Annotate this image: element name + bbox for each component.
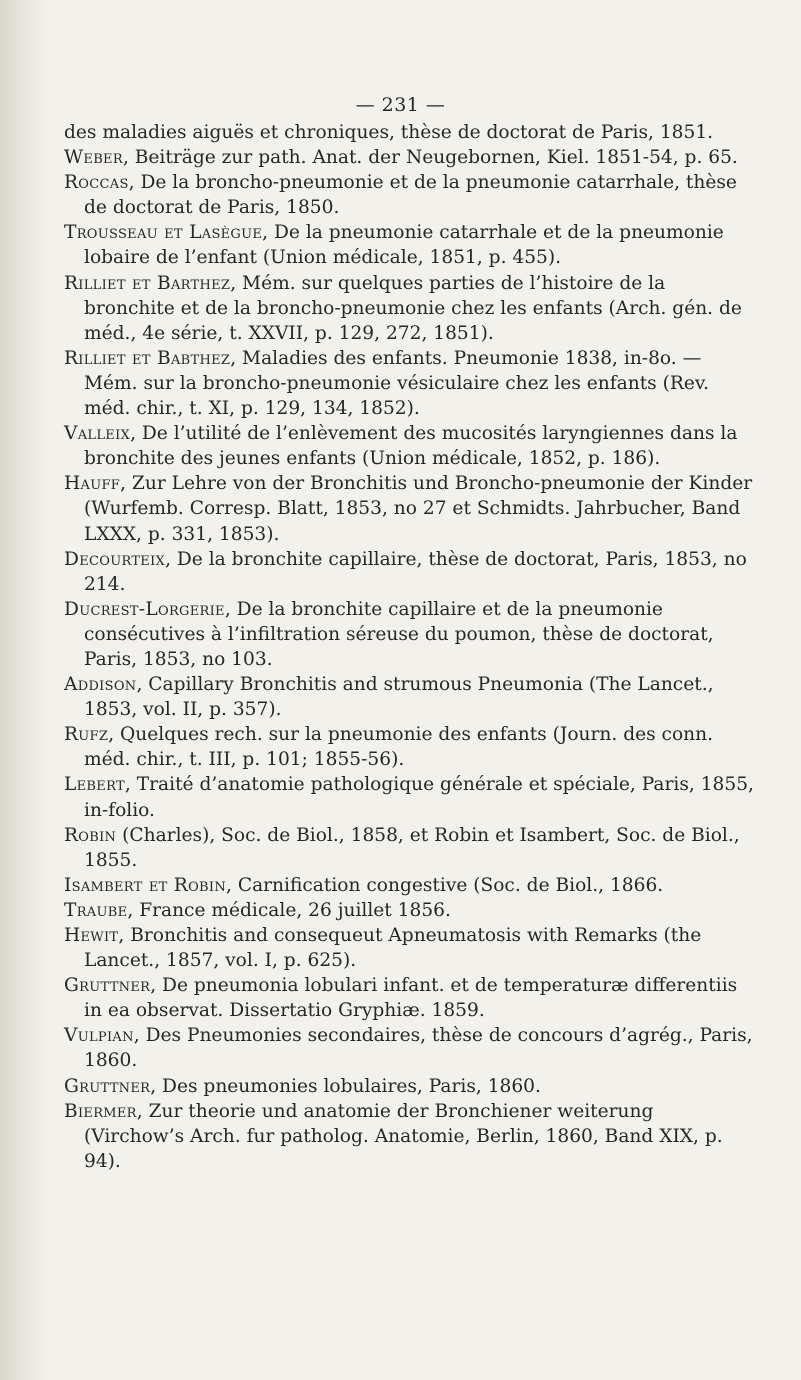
reference-text: , Bronchitis and consequeut Apneumatosis with Remarks (the Lancet., 1857, vol. I, p. 625). (84, 925, 702, 972)
reference-text: , Zur theorie und anatomie der Bronchiener weiterung (Virchow’s Arch. fur patholog. Anatomie, Berlin, 1860, Band XIX, p. 94). (84, 1100, 723, 1172)
reference-text: , France médicale, 26 juillet 1856. (127, 899, 451, 921)
reference-text: , De la pneumonie catarrhale et de la pneumonie lobaire de l’enfant (Union médicale, 1851, p. 455). (84, 222, 724, 269)
reference-author: Gruttner (64, 975, 151, 997)
reference-entry-9 (64, 547, 754, 597)
reference-text: des maladies aiguës et chroniques, thèse de doctorat de Paris, 1851. (64, 122, 714, 143)
reference-entry-17 (64, 923, 754, 973)
reference-text: , Traité d’anatomie pathologique générale et spéciale, Paris, 1855, in-folio. (84, 774, 754, 821)
reference-entry-19 (64, 1023, 754, 1073)
reference-entry-13 (64, 772, 754, 822)
reference-author: Vulpian (64, 1025, 134, 1047)
reference-author: Rilliet et Barthez (64, 272, 231, 294)
reference-entry-10 (64, 597, 754, 672)
reference-text: , De la broncho-pneumonie et de la pneumonie catarrhale, thèse de doctorat de Paris, 1850. (84, 172, 737, 219)
reference-entry-12 (64, 722, 754, 772)
reference-author: Biermer (64, 1100, 137, 1122)
reference-author: Isambert et Robin (64, 874, 227, 896)
reference-author: Rufz (64, 724, 109, 746)
reference-text: , De la bronchite capillaire, thèse de doctorat, Paris, 1853, no 214. (84, 548, 747, 595)
reference-entry-16 (64, 898, 754, 923)
reference-author: Traube (64, 899, 128, 921)
reference-list (64, 120, 754, 1174)
reference-author: Robin (64, 824, 117, 846)
reference-entry-5 (64, 271, 754, 346)
reference-entry-20 (64, 1074, 754, 1099)
reference-author: Addison (64, 674, 137, 696)
reference-entry-4 (64, 220, 754, 270)
reference-text: , Capillary Bronchitis and strumous Pneumonia (The Lancet., 1853, vol. II, p. 357). (84, 674, 714, 721)
page-number: — 231 — (355, 94, 446, 116)
reference-text: , Carnification congestive (Soc. de Biol., 1866. (226, 874, 664, 896)
reference-entry-3 (64, 170, 754, 220)
reference-text: , Maladies des enfants. Pneumonie 1838, in-8o. — Mém. sur la broncho-pneumonie vésiculaire chez les enfants (Rev. méd. chir., t. XI, p. 129, 134, 1852). (84, 347, 710, 420)
reference-text: , Quelques rech. sur la pneumonie des enfants (Journ. des conn. méd. chir., t. III, p. 101; 1855-56). (84, 724, 714, 771)
reference-author: Hauff (64, 473, 121, 495)
reference-text: , Mém. sur quelques parties de l’histoire de la bronchite et de la broncho-pneumonie chez les enfants (Arch. gén. de méd., 4e série, t. XXVII, p. 129, 272, 1851). (84, 272, 742, 344)
reference-entry-7 (64, 421, 754, 471)
reference-text: , De pneumonia lobulari infant. et de temperaturæ differentiis in ea observat. Dissertatio Gryphiæ. 1859. (84, 975, 738, 1022)
reference-text: , De la bronchite capillaire et de la pneumonie consécutives à l’infiltration séreuse du poumon, thèse de doctorat, Paris, 1853, no 103. (84, 598, 714, 670)
reference-entry-11 (64, 672, 754, 722)
reference-entry-8 (64, 471, 754, 546)
reference-text: (Charles), Soc. de Biol., 1858, et Robin et Isambert, Soc. de Biol., 1855. (84, 824, 740, 871)
reference-author: Roccas (64, 172, 129, 194)
reference-entry-21 (64, 1099, 754, 1174)
reference-author: Ducrest-Lorgerie (64, 598, 225, 620)
reference-author: Gruttner (64, 1075, 151, 1097)
reference-text: , Des Pneumonies secondaires, thèse de concours d’agrég., Paris, 1860. (84, 1025, 753, 1072)
reference-entry-6 (64, 346, 754, 421)
reference-author: Weber (64, 147, 123, 169)
reference-text: , Beiträge zur path. Anat. der Neugebornen, Kiel. 1851-54, p. 65. (122, 147, 738, 169)
reference-author: Trousseau et Lasègue (64, 222, 263, 244)
reference-author: Valleix (64, 423, 131, 445)
reference-entry-2 (64, 145, 754, 170)
reference-entry-14 (64, 823, 754, 873)
reference-text: , De l’utilité de l’enlèvement des mucosités laryngiennes dans la bronchite des jeunes enfants (Union médicale, 1852, p. 186). (84, 423, 738, 470)
page-edge-shadow (0, 0, 48, 1380)
reference-entry-1 (64, 120, 754, 145)
reference-entry-15 (64, 873, 754, 898)
reference-entry-18 (64, 973, 754, 1023)
reference-author: Decourteix (64, 548, 166, 570)
reference-author: Lebert (64, 774, 125, 796)
reference-text: , Des pneumonies lobulaires, Paris, 1860. (150, 1075, 541, 1097)
reference-author: Hewit (64, 925, 119, 946)
reference-text: , Zur Lehre von der Bronchitis und Broncho-pneumonie der Kinder (Wurfemb. Corresp. Blatt, 1853, no 27 et Schmidts. Jahrbucher, Band LXXX, p. 331, 1853). (84, 473, 753, 545)
reference-author: Rilliet et Babthez (64, 347, 231, 369)
